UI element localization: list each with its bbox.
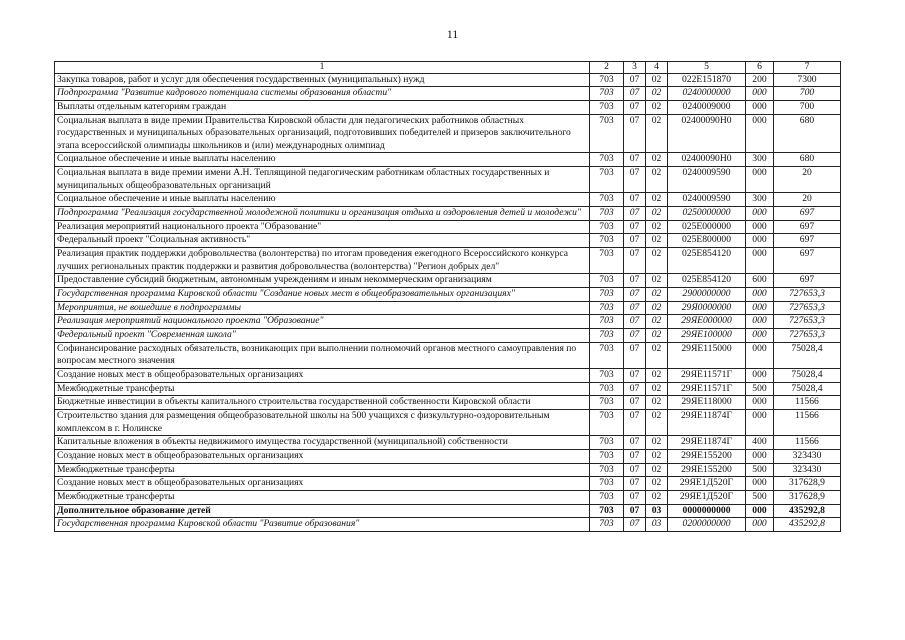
row-ministry-code: 703 <box>590 274 624 288</box>
row-amount: 435292,8 <box>774 504 841 518</box>
row-ministry-code: 703 <box>590 301 624 315</box>
row-ministry-code: 703 <box>590 396 624 410</box>
row-target-code: 29ЯЕ155200 <box>668 463 746 477</box>
row-subsection-code: 02 <box>646 490 668 504</box>
table-row <box>55 207 841 221</box>
table-row <box>55 288 841 302</box>
row-amount: 20 <box>774 193 841 207</box>
header-cell: 3 <box>624 62 646 74</box>
row-subsection-code: 03 <box>646 518 668 532</box>
row-name: Межбюджетные трансферты <box>55 463 590 477</box>
row-amount: 697 <box>774 234 841 248</box>
row-target-code: 0240000000 <box>668 87 746 101</box>
table-row <box>55 87 841 101</box>
row-amount: 11566 <box>774 436 841 450</box>
row-expense-type: 000 <box>746 167 774 193</box>
row-name: Строительство здания для размещения общеобразовательной школы на 500 учащихся с физкультурно-оздоровительным комплексом в г. Нолинске <box>55 409 590 435</box>
table-row <box>55 490 841 504</box>
row-target-code: 0000000000 <box>668 504 746 518</box>
budget-table <box>54 61 841 532</box>
row-section-code: 07 <box>624 288 646 302</box>
row-ministry-code: 703 <box>590 87 624 101</box>
row-subsection-code: 02 <box>646 114 668 153</box>
row-amount: 75028,4 <box>774 382 841 396</box>
row-subsection-code: 02 <box>646 100 668 114</box>
table-row <box>55 301 841 315</box>
row-amount: 700 <box>774 87 841 101</box>
row-ministry-code: 703 <box>590 449 624 463</box>
row-subsection-code: 02 <box>646 382 668 396</box>
row-subsection-code: 02 <box>646 449 668 463</box>
row-amount: 317628,9 <box>774 490 841 504</box>
row-ministry-code: 703 <box>590 114 624 153</box>
row-ministry-code: 703 <box>590 490 624 504</box>
row-amount: 75028,4 <box>774 342 841 368</box>
row-expense-type: 000 <box>746 368 774 382</box>
row-section-code: 07 <box>624 368 646 382</box>
row-name: Социальное обеспечение и иные выплаты населению <box>55 153 590 167</box>
table-row <box>55 436 841 450</box>
table-row <box>55 477 841 491</box>
row-subsection-code: 02 <box>646 234 668 248</box>
row-amount: 727653,3 <box>774 315 841 329</box>
row-ministry-code: 703 <box>590 248 624 274</box>
row-expense-type: 000 <box>746 248 774 274</box>
row-target-code: 29ЯЕ11874Г <box>668 409 746 435</box>
row-name: Создание новых мест в общеобразовательных организациях <box>55 368 590 382</box>
row-ministry-code: 703 <box>590 382 624 396</box>
row-name: Создание новых мест в общеобразовательных организациях <box>55 449 590 463</box>
row-name: Межбюджетные трансферты <box>55 490 590 504</box>
row-target-code: 29ЯЕ1Д520Г <box>668 477 746 491</box>
row-subsection-code: 02 <box>646 207 668 221</box>
row-ministry-code: 703 <box>590 463 624 477</box>
row-expense-type: 000 <box>746 477 774 491</box>
row-expense-type: 000 <box>746 100 774 114</box>
row-subsection-code: 02 <box>646 153 668 167</box>
row-expense-type: 000 <box>746 449 774 463</box>
row-subsection-code: 02 <box>646 274 668 288</box>
row-section-code: 07 <box>624 504 646 518</box>
row-subsection-code: 02 <box>646 329 668 343</box>
row-section-code: 07 <box>624 409 646 435</box>
row-expense-type: 000 <box>746 342 774 368</box>
table-row <box>55 220 841 234</box>
row-target-code: 29ЯЕ000000 <box>668 315 746 329</box>
row-expense-type: 000 <box>746 396 774 410</box>
row-amount: 697 <box>774 248 841 274</box>
row-amount: 727653,3 <box>774 301 841 315</box>
row-name: Предоставление субсидий бюджетным, автономным учреждениям и иным некоммерческим организациям <box>55 274 590 288</box>
row-ministry-code: 703 <box>590 409 624 435</box>
row-target-code: 0240009590 <box>668 193 746 207</box>
table-row <box>55 396 841 410</box>
row-target-code: 29ЯЕ118000 <box>668 396 746 410</box>
table-row <box>55 193 841 207</box>
row-subsection-code: 02 <box>646 220 668 234</box>
row-amount: 700 <box>774 100 841 114</box>
row-target-code: 2900000000 <box>668 288 746 302</box>
row-section-code: 07 <box>624 382 646 396</box>
row-ministry-code: 703 <box>590 73 624 87</box>
row-name: Социальная выплата в виде премии имени А.Н. Теплящиной педагогическим работникам областных государственных и муниципальных общеобразовательных организаций <box>55 167 590 193</box>
row-section-code: 07 <box>624 167 646 193</box>
row-target-code: 025Е800000 <box>668 234 746 248</box>
page-number: 11 <box>446 27 459 41</box>
row-expense-type: 000 <box>746 207 774 221</box>
row-amount: 11566 <box>774 409 841 435</box>
row-name: Создание новых мест в общеобразовательных организациях <box>55 477 590 491</box>
table-row <box>55 100 841 114</box>
row-name: Подпрограмма "Развитие кадрового потенциала системы образования области" <box>55 87 590 101</box>
row-amount: 435292,8 <box>774 518 841 532</box>
row-subsection-code: 02 <box>646 167 668 193</box>
row-name: Выплаты отдельным категориям граждан <box>55 100 590 114</box>
row-target-code: 0200000000 <box>668 518 746 532</box>
table-row <box>55 248 841 274</box>
row-amount: 11566 <box>774 396 841 410</box>
row-target-code: 0240009590 <box>668 167 746 193</box>
table-row <box>55 449 841 463</box>
row-section-code: 07 <box>624 518 646 532</box>
row-expense-type: 000 <box>746 234 774 248</box>
table-row <box>55 274 841 288</box>
row-subsection-code: 02 <box>646 315 668 329</box>
row-target-code: 0240009000 <box>668 100 746 114</box>
row-target-code: 0250000000 <box>668 207 746 221</box>
row-subsection-code: 02 <box>646 368 668 382</box>
header-cell: 6 <box>746 62 774 74</box>
row-subsection-code: 02 <box>646 73 668 87</box>
row-name: Реализация мероприятий национального проекта "Образование" <box>55 220 590 234</box>
row-section-code: 07 <box>624 73 646 87</box>
row-amount: 75028,4 <box>774 368 841 382</box>
row-target-code: 02400090Н0 <box>668 114 746 153</box>
row-expense-type: 500 <box>746 463 774 477</box>
row-ministry-code: 703 <box>590 193 624 207</box>
row-section-code: 07 <box>624 234 646 248</box>
row-ministry-code: 703 <box>590 518 624 532</box>
row-expense-type: 000 <box>746 409 774 435</box>
row-subsection-code: 02 <box>646 463 668 477</box>
row-ministry-code: 703 <box>590 504 624 518</box>
row-target-code: 29ЯЕ11874Г <box>668 436 746 450</box>
row-expense-type: 000 <box>746 288 774 302</box>
header-cell: 5 <box>668 62 746 74</box>
row-name: Социальная выплата в виде премии Правительства Кировской области для педагогических работников областных государственных и муниципальных образовательных организаций, подготовивших победителей и призеров заключительного этапа всероссийской олимпиады школьников и (или) международных олимпиад <box>55 114 590 153</box>
row-ministry-code: 703 <box>590 436 624 450</box>
row-section-code: 07 <box>624 436 646 450</box>
row-section-code: 07 <box>624 329 646 343</box>
row-section-code: 07 <box>624 87 646 101</box>
row-ministry-code: 703 <box>590 368 624 382</box>
row-ministry-code: 703 <box>590 342 624 368</box>
table-row <box>55 73 841 87</box>
table-row <box>55 329 841 343</box>
row-ministry-code: 703 <box>590 153 624 167</box>
table-row <box>55 342 841 368</box>
row-ministry-code: 703 <box>590 477 624 491</box>
row-expense-type: 000 <box>746 504 774 518</box>
row-ministry-code: 703 <box>590 207 624 221</box>
row-expense-type: 500 <box>746 382 774 396</box>
row-name: Капитальные вложения в объекты недвижимого имущества государственной (муниципальной) собственности <box>55 436 590 450</box>
row-amount: 323430 <box>774 449 841 463</box>
table-row <box>55 153 841 167</box>
row-expense-type: 600 <box>746 274 774 288</box>
row-amount: 680 <box>774 114 841 153</box>
row-target-code: 29ЯЕ155200 <box>668 449 746 463</box>
row-subsection-code: 03 <box>646 504 668 518</box>
row-subsection-code: 02 <box>646 248 668 274</box>
row-subsection-code: 02 <box>646 342 668 368</box>
row-name: Государственная программа Кировской области "Развитие образования" <box>55 518 590 532</box>
header-cell: 4 <box>646 62 668 74</box>
row-name: Федеральный проект "Социальная активность" <box>55 234 590 248</box>
row-section-code: 07 <box>624 301 646 315</box>
row-name: Социальное обеспечение и иные выплаты населению <box>55 193 590 207</box>
row-target-code: 29ЯЕ11571Г <box>668 368 746 382</box>
row-section-code: 07 <box>624 477 646 491</box>
row-subsection-code: 02 <box>646 87 668 101</box>
row-section-code: 07 <box>624 100 646 114</box>
row-expense-type: 000 <box>746 114 774 153</box>
row-target-code: 29ЯЕ115000 <box>668 342 746 368</box>
row-target-code: 025Е000000 <box>668 220 746 234</box>
row-name: Софинансирование расходных обязательств, возникающих при выполнении полномочий органов местного самоуправления по вопросам местного значения <box>55 342 590 368</box>
row-ministry-code: 703 <box>590 220 624 234</box>
header-cell: 7 <box>774 62 841 74</box>
row-expense-type: 000 <box>746 87 774 101</box>
row-section-code: 07 <box>624 274 646 288</box>
row-expense-type: 300 <box>746 193 774 207</box>
row-target-code: 025Е854120 <box>668 248 746 274</box>
table-row <box>55 518 841 532</box>
row-amount: 727653,3 <box>774 288 841 302</box>
row-name: Государственная программа Кировской области "Создание новых мест в общеобразовательных организациях" <box>55 288 590 302</box>
row-subsection-code: 02 <box>646 436 668 450</box>
row-amount: 323430 <box>774 463 841 477</box>
row-subsection-code: 02 <box>646 301 668 315</box>
header-cell: 1 <box>55 62 590 74</box>
row-name: Мероприятия, не вошедшие в подпрограммы <box>55 301 590 315</box>
table-row <box>55 114 841 153</box>
row-name: Межбюджетные трансферты <box>55 382 590 396</box>
row-section-code: 07 <box>624 490 646 504</box>
row-subsection-code: 02 <box>646 288 668 302</box>
row-subsection-code: 02 <box>646 193 668 207</box>
row-section-code: 07 <box>624 207 646 221</box>
row-name: Реализация мероприятий национального проекта "Образование" <box>55 315 590 329</box>
row-subsection-code: 02 <box>646 409 668 435</box>
row-section-code: 07 <box>624 248 646 274</box>
row-ministry-code: 703 <box>590 100 624 114</box>
table-row <box>55 463 841 477</box>
row-ministry-code: 703 <box>590 315 624 329</box>
row-amount: 697 <box>774 220 841 234</box>
row-section-code: 07 <box>624 463 646 477</box>
table-row <box>55 368 841 382</box>
row-ministry-code: 703 <box>590 329 624 343</box>
row-section-code: 07 <box>624 342 646 368</box>
row-target-code: 29Я0000000 <box>668 301 746 315</box>
row-amount: 727653,3 <box>774 329 841 343</box>
row-expense-type: 300 <box>746 153 774 167</box>
table-row <box>55 504 841 518</box>
table-row <box>55 409 841 435</box>
row-section-code: 07 <box>624 220 646 234</box>
row-section-code: 07 <box>624 114 646 153</box>
row-amount: 317628,9 <box>774 477 841 491</box>
row-target-code: 02400090Н0 <box>668 153 746 167</box>
row-subsection-code: 02 <box>646 477 668 491</box>
row-target-code: 022Е151870 <box>668 73 746 87</box>
row-section-code: 07 <box>624 449 646 463</box>
row-name: Бюджетные инвестиции в объекты капитального строительства государственной собственности Кировской области <box>55 396 590 410</box>
row-name: Закупка товаров, работ и услуг для обеспечения государственных (муниципальных) нужд <box>55 73 590 87</box>
row-expense-type: 000 <box>746 518 774 532</box>
row-expense-type: 000 <box>746 315 774 329</box>
row-expense-type: 000 <box>746 220 774 234</box>
row-ministry-code: 703 <box>590 234 624 248</box>
row-amount: 697 <box>774 274 841 288</box>
table-body <box>55 73 841 531</box>
row-ministry-code: 703 <box>590 167 624 193</box>
row-target-code: 025Е854120 <box>668 274 746 288</box>
row-ministry-code: 703 <box>590 288 624 302</box>
row-section-code: 07 <box>624 193 646 207</box>
row-name: Федеральный проект "Современная школа" <box>55 329 590 343</box>
header-cell: 2 <box>590 62 624 74</box>
row-name: Реализация практик поддержки добровольчества (волонтерства) по итогам проведения ежегодного Всероссийского конкурса лучших региональных практик поддержки и развития добровольчества (волонтерства) "Регион добрых дел" <box>55 248 590 274</box>
table-row <box>55 167 841 193</box>
row-amount: 680 <box>774 153 841 167</box>
row-expense-type: 000 <box>746 301 774 315</box>
row-section-code: 07 <box>624 315 646 329</box>
row-target-code: 29ЯЕ1Д520Г <box>668 490 746 504</box>
row-amount: 20 <box>774 167 841 193</box>
header-row <box>55 62 841 74</box>
row-amount: 697 <box>774 207 841 221</box>
row-target-code: 29ЯЕ100000 <box>668 329 746 343</box>
row-name: Подпрограмма "Реализация государственной молодежной политики и организация отдыха и оздоровления детей и молодежи" <box>55 207 590 221</box>
row-expense-type: 200 <box>746 73 774 87</box>
row-expense-type: 500 <box>746 490 774 504</box>
row-section-code: 07 <box>624 396 646 410</box>
row-name: Дополнительное образование детей <box>55 504 590 518</box>
row-section-code: 07 <box>624 153 646 167</box>
table-row <box>55 315 841 329</box>
table-row <box>55 382 841 396</box>
row-amount: 7300 <box>774 73 841 87</box>
row-expense-type: 000 <box>746 329 774 343</box>
row-subsection-code: 02 <box>646 396 668 410</box>
row-target-code: 29ЯЕ11571Г <box>668 382 746 396</box>
row-expense-type: 400 <box>746 436 774 450</box>
table-row <box>55 234 841 248</box>
